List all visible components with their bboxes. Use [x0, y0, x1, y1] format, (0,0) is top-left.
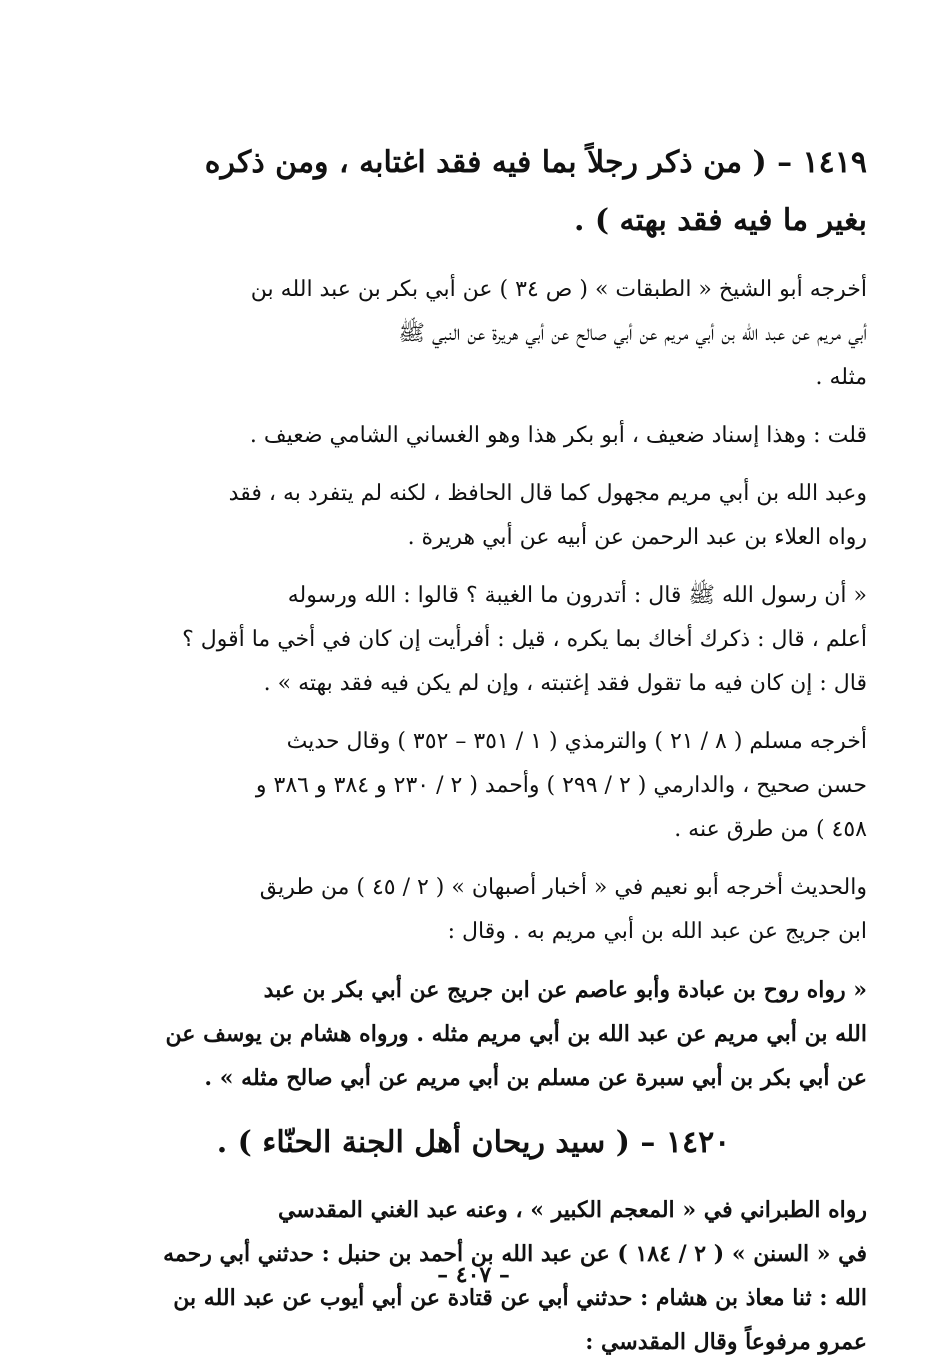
- text-line: قال : إن كان فيه ما تقول فقد إغتبته ، وإن لم يكن فيه فقد بهته » .: [263, 671, 867, 696]
- text-line: « رواه روح بن عبادة وأبو عاصم عن ابن جريج عن أبي بكر بن عبد: [263, 977, 867, 1003]
- hadith-1419-title-line-2: بغير ما فيه فقد بهته ) .: [574, 203, 867, 238]
- text-line: مثله .: [815, 365, 867, 390]
- text-line: رواه العلاء بن عبد الرحمن عن أبيه عن أبي هريرة .: [407, 525, 867, 550]
- text-line: ابن جريج عن عبد الله بن أبي مريم به . وقال :: [447, 919, 867, 944]
- text-line: الله : ثنا معاذ بن هشام : حدثني أبي عن قتادة عن أبي أيوب عن عبد الله بن: [173, 1285, 867, 1311]
- text-line: رواه الطبراني في « المعجم الكبير » ، وعنه عبد الغني المقدسي: [277, 1197, 867, 1223]
- text-line: في « السنن » ( ٢ / ١٨٤ ) عن عبد الله بن أحمد بن حنبل : حدثني أبي رحمه: [163, 1241, 867, 1267]
- text-line: والحديث أخرجه أبو نعيم في « أخبار أصبهان » ( ٢ / ٤٥ ) من طريق: [259, 875, 867, 900]
- paragraph-quote-rawh: [80, 968, 867, 1100]
- paragraph-takhrij-muslim: [80, 720, 867, 852]
- text-line: الله بن أبي مريم عن عبد الله بن أبي مريم مثله . ورواه هشام بن يوسف عن: [165, 1021, 867, 1047]
- text-line: أخرجه مسلم ( ٨ / ٢١ ) والترمذي ( ١ / ٣٥١ – ٣٥٢ ) وقال حديث: [286, 729, 867, 754]
- text-line: حسن صحيح ، والدارمي ( ٢ / ٢٩٩ ) وأحمد ( ٢ / ٢٣٠ و ٣٨٤ و ٣٨٦ و: [255, 773, 867, 798]
- paragraph-abdullah-majhul: [80, 472, 867, 560]
- text-line: أخرجه أبو الشيخ « الطبقات » ( ص ٣٤ ) عن أبي بكر بن عبد الله بن: [250, 277, 867, 302]
- paragraph-abu-nuaym: [80, 866, 867, 954]
- text-line: أعلم ، قال : ذكرك أخاك بما يكره ، قيل : أفرأيت إن كان في أخي ما أقول ؟: [182, 627, 867, 652]
- text-line: وعبد الله بن أبي مريم مجهول كما قال الحافظ ، لكنه لم يتفرد به ، فقد: [228, 481, 867, 506]
- page-number: – ٤٠٧ –: [437, 1262, 510, 1288]
- paragraph-hadith-ghiba: [80, 574, 867, 706]
- hadith-1419-title-line-1: ١٤١٩ – ( من ذكر رجلاً بما فيه فقد اغتابه ، ومن ذكره: [204, 145, 867, 180]
- text-line: عمرو مرفوعاً وقال المقدسي :: [585, 1329, 867, 1355]
- text-line: عن أبي بكر بن أبي سبرة عن مسلم بن أبي مريم عن أبي صالح مثله » .: [204, 1065, 867, 1091]
- paragraph-qultu: [80, 414, 867, 458]
- hadith-1420-title: ١٤٢٠ – ( سيد ريحان أهل الجنة الحنّاء ) .: [216, 1125, 731, 1160]
- paragraph-takhrij-abu-al-shaykh: [80, 268, 867, 400]
- text-line: ٤٥٨ ) من طرق عنه .: [674, 817, 867, 842]
- hadith-1420-block: [80, 1114, 867, 1364]
- text-line: أبي مريم عن عبد الله بن أبي مريم عن أبي صالح عن أبي هريرة عن النبي ﷺ: [398, 321, 867, 346]
- hadith-1419-block: [80, 134, 867, 1100]
- text-line: قلت : وهذا إسناد ضعيف ، أبو بكر هذا وهو الغساني الشامي ضعيف .: [249, 423, 867, 448]
- text-line: « أن رسول الله ﷺ قال : أتدرون ما الغيبة ؟ قالوا : الله ورسوله: [287, 583, 867, 608]
